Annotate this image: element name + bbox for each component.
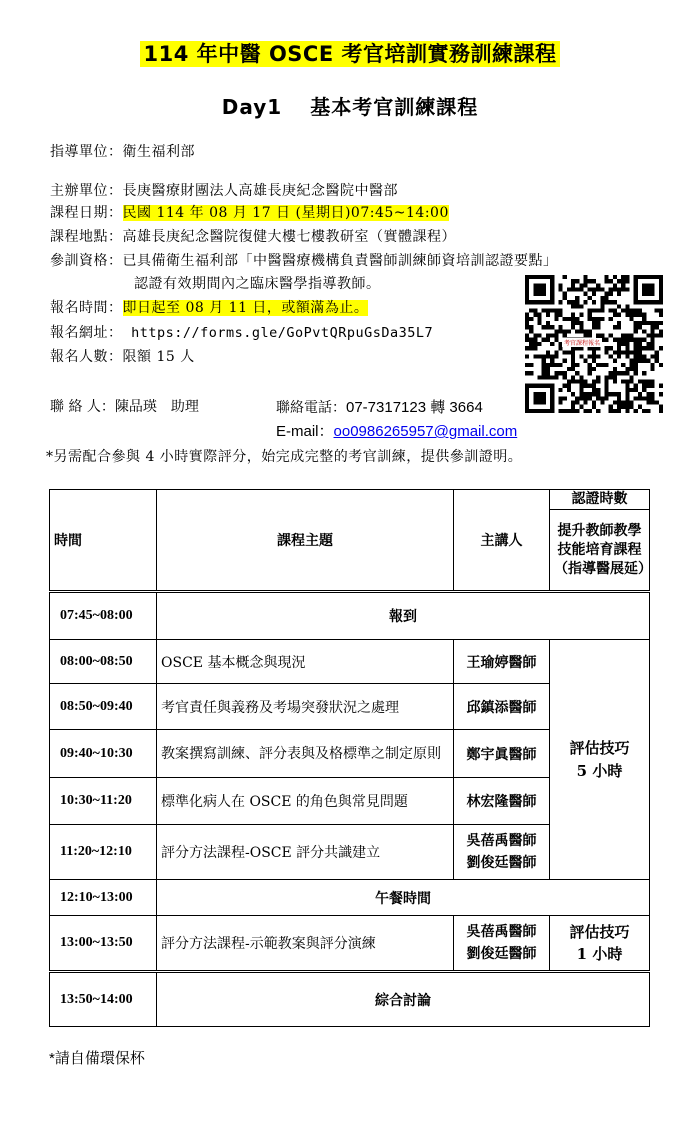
qualification-line-2: 認證有效期間內之臨床醫學指導教師。 xyxy=(134,276,381,292)
registration-link[interactable]: https://forms.gle/GoPvtQRpuGsDa35L7 xyxy=(122,325,434,341)
footer-note: *請自備環保杯 xyxy=(49,1050,145,1067)
header-speaker: 主講人 xyxy=(454,490,550,592)
header-credit-sub: 提升教師教學技能培育課程（指導醫展延） xyxy=(550,510,650,592)
contact-person-line: 聯 絡 人：陳品瑛 助理 xyxy=(50,399,199,415)
table-row: 07:45~08:00 報到 xyxy=(50,592,650,640)
schedule-table xyxy=(49,489,650,1027)
table-row: 12:10~13:00 午餐時間 xyxy=(50,880,650,916)
location-line: 課程地點：高雄長庚紀念醫院復健大樓七樓教研室（實體課程） xyxy=(50,229,456,245)
table-row: 13:00~13:50 評分方法課程-示範教案與評分演練 吳蓓禹醫師 劉俊廷醫師 評估技巧 1 小時 xyxy=(50,916,650,972)
header-topic: 課程主題 xyxy=(157,490,454,592)
url-line: 報名網址： https://forms.gle/GoPvtQRpuGsDa35L7 xyxy=(50,325,434,341)
organizer-line: 主辦單位：長庚醫療財團法人高雄長庚紀念醫院中醫部 xyxy=(50,183,398,199)
header-time: 時間 xyxy=(50,490,157,592)
header-credit: 認證時數 xyxy=(550,490,650,510)
table-row: 13:50~14:00 綜合討論 xyxy=(50,972,650,1027)
email-link[interactable]: oo0986265957@gmail.com xyxy=(333,423,518,440)
table-header-row xyxy=(50,490,650,510)
qualification-line: 參訓資格：已具備衛生福利部「中醫醫療機構負責醫師訓練師資培訓認證要點」 xyxy=(50,253,558,269)
note: *另需配合參與 4 小時實際評分，始完成完整的考官訓練，提供參訓證明。 xyxy=(46,449,523,465)
quota-line: 報名人數：限額 15 人 xyxy=(50,349,195,365)
qr-caption: 考官課程報名 xyxy=(564,340,601,347)
date-line: 課程日期：民國 114 年 08 月 17 日 (星期日)07:45~14:00 xyxy=(50,205,449,221)
page-subtitle: Day1 基本考官訓練課程 xyxy=(221,95,479,119)
guidance-line: 指導單位：衛生福利部 xyxy=(50,144,195,160)
contact-email-line: E-mail：oo0986265957@gmail.com xyxy=(276,423,518,440)
table-row: 10:30~11:20 標準化病人在 OSCE 的角色與常見問題 林宏隆醫師 xyxy=(50,778,650,825)
contact-phone-line: 聯絡電話：07-7317123 轉 3664 xyxy=(276,399,483,416)
table-row: 09:40~10:30 教案撰寫訓練、評分表與及格標準之制定原則 鄭宇眞醫師 xyxy=(50,730,650,778)
table-row: 08:00~08:50 OSCE 基本概念與現況 王瑜婷醫師 評估技巧 5 小時 xyxy=(50,640,650,684)
table-row: 08:50~09:40 考官責任與義務及考場突發狀況之處理 邱鎮添醫師 xyxy=(50,684,650,730)
page-title: 114 年中醫 OSCE 考官培訓實務訓練課程 xyxy=(0,38,700,68)
merged-credit-cell: 評估技巧 5 小時 xyxy=(550,640,650,880)
registration-line: 報名時間：即日起至 08 月 11 日，或額滿為止。 xyxy=(50,300,369,316)
table-row: 11:20~12:10 評分方法課程-OSCE 評分共識建立 吳蓓禹醫師 劉俊廷醫師 xyxy=(50,825,650,880)
